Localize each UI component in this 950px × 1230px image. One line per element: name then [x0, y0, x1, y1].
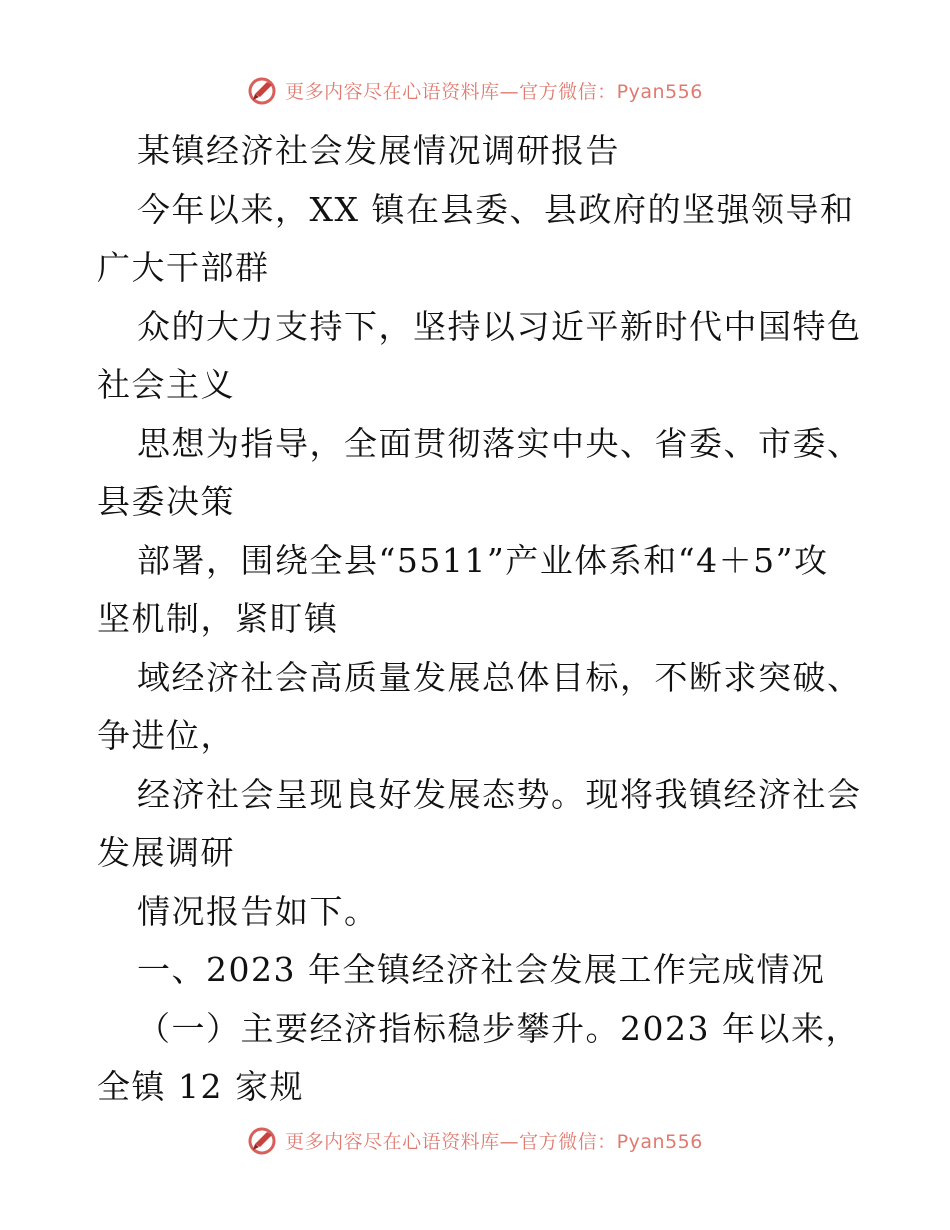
text-line: 经济社会呈现良好发展态势。现将我镇经济社会	[137, 774, 862, 814]
text-line: 思想为指导，全面贯彻落实中央、省委、市委、	[137, 423, 862, 463]
text-line: 争进位，	[97, 716, 235, 755]
text-line: 广大干部群	[97, 248, 270, 287]
text-line: 域经济社会高质量发展总体目标，不断求突破、	[137, 657, 862, 697]
text-line: 全镇 12 家规	[97, 1067, 304, 1106]
watermark-text: 更多内容尽在心语资料库—官方微信：Pyan556	[285, 1130, 703, 1153]
text-line: 坚机制，紧盯镇	[97, 599, 339, 638]
text-line: 发展调研	[97, 833, 235, 872]
document-title: 某镇经济社会发展情况调研报告	[137, 131, 620, 170]
watermark-text: 更多内容尽在心语资料库—官方微信：Pyan556	[285, 80, 703, 103]
text-line: 情况报告如下。	[137, 891, 379, 931]
text-line: 一、2023 年全镇经济社会发展工作完成情况	[137, 950, 826, 989]
text-line: 县委决策	[97, 482, 235, 521]
text-line: 今年以来，XX 镇在县委、县政府的坚强领导和	[137, 189, 855, 229]
text-line: （一）主要经济指标稳步攀升。2023 年以来，	[137, 1008, 860, 1048]
text-line: 众的大力支持下，坚持以习近平新时代中国特色	[137, 306, 862, 346]
watermark-banner-top	[0, 70, 950, 110]
text-line: 社会主义	[97, 365, 235, 404]
document-body	[97, 122, 862, 1117]
text-line: 部署，围绕全县“5511”产业体系和“4＋5”攻	[137, 540, 829, 580]
pen-ring-logo-icon	[247, 74, 279, 106]
pen-ring-logo-icon	[247, 1124, 279, 1156]
watermark-banner-bottom	[0, 1120, 950, 1160]
